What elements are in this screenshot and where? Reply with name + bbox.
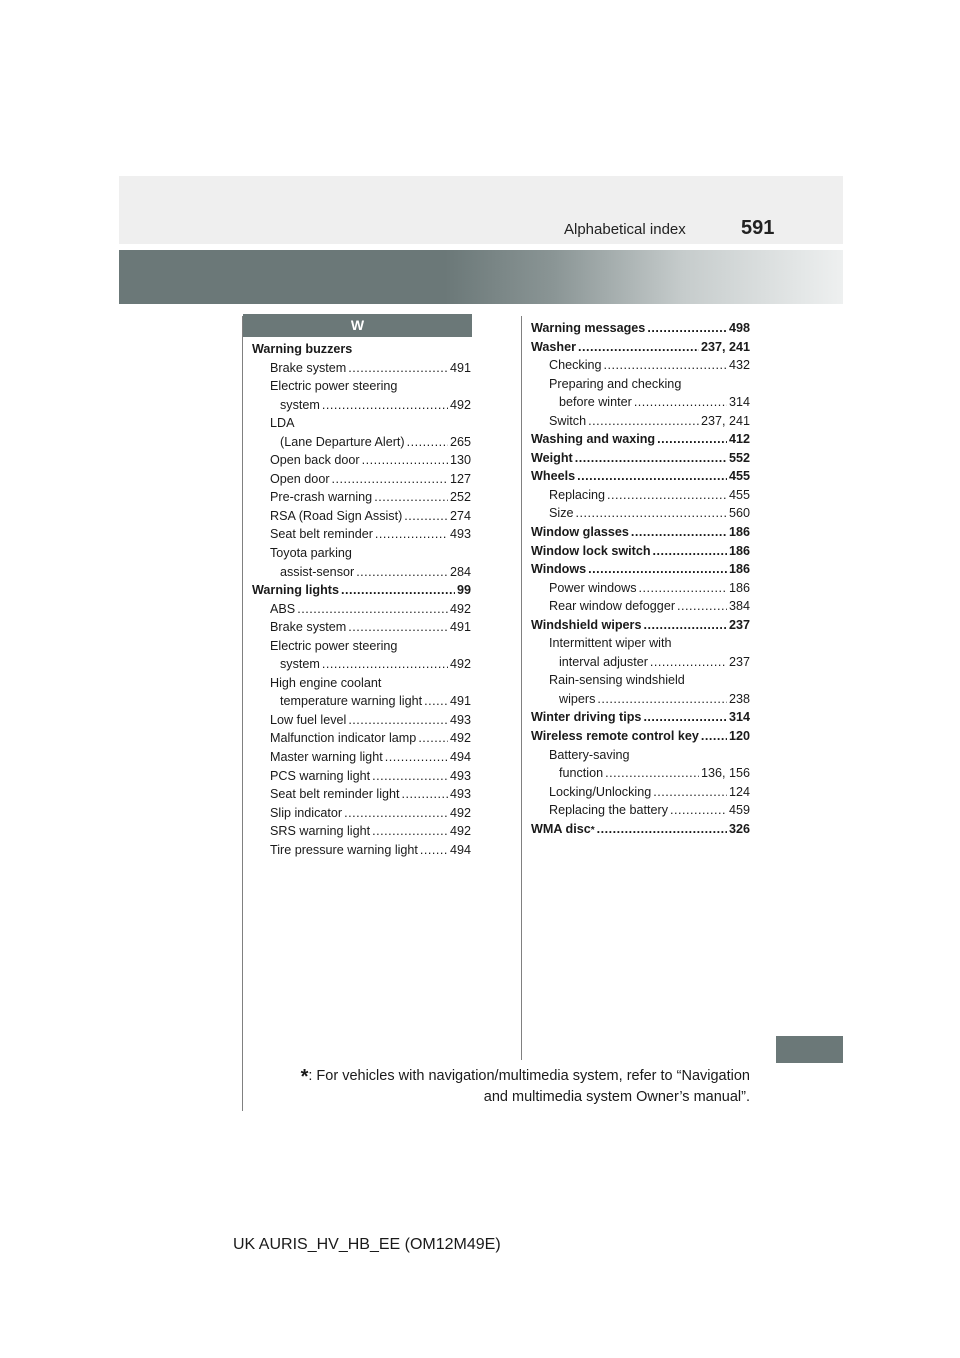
footnote-line-2: and multimedia system Owner’s manual”. [483,1089,750,1105]
index-entry-page: 494 [449,842,471,857]
index-entry-page: 492 [449,805,471,820]
index-entry-label: Open door [270,471,330,486]
index-entry [252,618,471,637]
index-entry-label: Washing and waxing [531,432,656,447]
index-entry-label: Slip indicator [270,805,343,820]
index-entry [531,783,750,802]
index-entry-page: 492 [449,657,471,672]
index-entry [252,451,471,470]
leader-dots [356,563,448,582]
leader-dots [404,507,448,526]
index-entry-label: Checking [549,358,602,373]
index-entry-label: ABS [270,601,296,616]
index-entry-label: wipers [559,691,596,706]
index-entry-page: 384 [728,599,750,614]
footnote-line-1: *: For vehicles with navigation/multimedia system, refer to “Navigation [300,1066,750,1088]
leader-dots [653,542,727,561]
index-entry [252,414,471,433]
index-entry-page: 491 [449,360,471,375]
index-entry-page: 493 [449,527,471,542]
index-entry-page: 237, 241 [700,413,750,428]
leader-dots [631,523,727,542]
index-entry-label: (Lane Departure Alert) [280,434,405,449]
section-letter-heading: W [243,314,472,337]
footnote [250,1066,750,1107]
index-entry [531,356,750,375]
leader-dots [348,711,448,730]
index-entry-label: Switch [549,413,587,428]
leader-dots [322,396,448,415]
leader-dots [322,655,448,674]
index-entry [252,841,471,860]
index-entry-label: Warning lights [252,583,339,598]
leader-dots [374,488,448,507]
index-entry-label: High engine coolant [270,675,382,690]
index-entry [531,634,750,653]
index-entry-page: 99 [456,583,471,598]
index-entry-label: Master warning light [270,750,383,765]
index-entry [252,674,471,693]
index-entry-page: 274 [449,508,471,523]
index-entry-page: 314 [728,710,750,725]
index-entry-page: 136, 156 [700,766,750,781]
footnote-marker: * [300,1066,309,1088]
index-entry [531,708,750,727]
index-entry-label: Rain-sensing windshield [549,673,685,688]
leader-dots [634,393,727,412]
index-entry-page: 237, 241 [700,339,750,354]
leader-dots [372,767,448,786]
index-entry-label: Open back door [270,453,360,468]
index-entry [252,488,471,507]
index-entry-label: Preparing and checking [549,376,682,391]
index-column-left [252,340,471,859]
index-entry-label: interval adjuster [559,654,648,669]
index-entry-label: Electric power steering [270,638,398,653]
index-entry-label: Wheels [531,469,576,484]
index-entry-page: 492 [449,397,471,412]
index-entry [531,430,750,449]
index-entry-label: Winter driving tips [531,710,642,725]
leader-dots [701,727,727,746]
leader-dots [588,560,727,579]
index-entry [531,671,750,690]
index-entry-label: Replacing the battery [549,803,669,818]
index-entry [252,692,471,711]
index-entry-label: Low fuel level [270,712,347,727]
leader-dots [332,470,448,489]
index-entry-page: 120 [728,729,750,744]
index-entry: WMA disc * ..... 326 [531,820,750,839]
index-entry-label: Toyota parking [270,546,352,561]
index-entry-page: 186 [728,543,750,558]
leader-dots [402,785,448,804]
index-entry-page: 432 [728,358,750,373]
leader-dots [657,430,727,449]
index-entry-page: 326 [728,821,750,836]
index-entry-label: Electric power steering [270,379,398,394]
index-entry [252,470,471,489]
leader-dots [577,467,727,486]
leader-dots [578,338,699,357]
leader-dots [650,653,727,672]
leader-dots [344,804,448,823]
leader-dots [407,433,448,452]
index-entry-label: before winter [559,395,632,410]
index-entry [531,449,750,468]
index-entry-label: assist-sensor [280,564,355,579]
leader-dots [605,764,699,783]
index-entry [252,544,471,563]
section-tab-marker [776,1036,843,1063]
index-entry-page: 284 [449,564,471,579]
index-entry [531,412,750,431]
index-entry-label: Seat belt reminder [270,527,373,542]
index-entry [252,359,471,378]
index-entry-page: 130 [449,453,471,468]
index-entry-label: SRS warning light [270,824,371,839]
index-entry-page: 186 [728,580,750,595]
index-entry [531,467,750,486]
leader-dots [588,412,699,431]
index-entry-label: Warning messages [531,321,646,335]
index-entry-label: Window lock switch [531,543,651,558]
index-entry-page: 314 [728,395,750,410]
index-entry [531,319,750,338]
leader-dots [607,486,727,505]
index-entry-page: 455 [728,487,750,502]
index-entry [252,600,471,619]
index-entry-label: function [559,766,604,781]
leader-dots [297,600,448,619]
index-entry-label: Windshield wipers [531,617,642,632]
index-entry [531,504,750,523]
leader-dots [597,820,727,839]
index-entry [252,729,471,748]
index-entry-page: 493 [449,787,471,802]
index-entry [531,616,750,635]
index-entry [531,523,750,542]
index-entry [252,581,471,600]
index-entry-label: PCS warning light [270,768,371,783]
index-entry-page: 252 [449,490,471,505]
index-entry-page: 492 [449,731,471,746]
leader-dots [348,359,448,378]
index-entry-page: 552 [728,450,750,465]
index-entry-label: LDA [270,416,295,431]
index-entry-label: Weight [531,450,573,465]
index-entry [252,785,471,804]
index-entry-label: Warning buzzers [252,342,353,356]
index-entry-page: 494 [449,750,471,765]
leader-dots [677,597,727,616]
leader-dots [575,449,727,468]
index-entry [252,748,471,767]
index-entry [252,655,471,674]
index-column-right [531,319,750,838]
index-entry-label: Size [549,506,574,521]
index-entry [252,340,471,359]
index-entry [252,377,471,396]
index-entry-label: Battery-saving [549,747,630,762]
index-entry-page: 186 [728,562,750,577]
index-entry [252,822,471,841]
index-entry-page: 124 [728,784,750,799]
header-band [119,176,843,244]
column-divider [521,316,522,1060]
index-entry [531,597,750,616]
index-entry-page: 560 [728,506,750,521]
index-entry-label: temperature warning light [280,694,423,709]
leader-dots [576,504,727,523]
index-entry [252,767,471,786]
index-entry [252,525,471,544]
leader-dots [362,451,448,470]
index-entry-page: 237 [728,654,750,669]
index-entry [252,804,471,823]
page-number: 591 [741,217,775,239]
index-entry-label: Windows [531,562,587,577]
leader-dots [604,356,727,375]
index-entry-page: 491 [449,620,471,635]
index-entry-page: 493 [449,712,471,727]
leader-dots [372,822,448,841]
index-entry-label: Replacing [549,487,606,502]
index-entry [531,746,750,765]
index-entry [252,711,471,730]
index-entry-page: 491 [449,694,471,709]
index-entry [531,764,750,783]
footer-model-code: UK AURIS_HV_HB_EE (OM12M49E) [233,1236,501,1253]
leader-dots [341,581,455,600]
index-entry-label: Pre-crash warning [270,490,373,505]
index-entry [252,396,471,415]
index-entry-label: WMA disc [531,821,591,836]
leader-dots [385,748,448,767]
index-entry-label: Seat belt reminder light [270,787,400,802]
left-margin-rule [242,316,243,1111]
index-entry [531,542,750,561]
index-entry [531,690,750,709]
index-entry-page: 238 [728,691,750,706]
index-entry-label: system [280,657,320,672]
index-entry [252,563,471,582]
index-entry-label: Locking/Unlocking [549,784,652,799]
leader-dots [639,579,727,598]
index-entry-label: RSA (Road Sign Assist) [270,508,403,523]
leader-dots [375,525,448,544]
leader-dots [643,616,727,635]
index-entry-page: 455 [728,469,750,484]
index-entry-page: 186 [728,525,750,540]
decorative-gradient-band [119,250,843,304]
leader-dots [643,708,727,727]
index-entry-label: Wireless remote control key [531,729,699,744]
leader-dots [424,692,448,711]
index-entry-label: Malfunction indicator lamp [270,731,417,746]
index-entry-label: Power windows [549,580,637,595]
leader-dots [420,841,448,860]
index-entry-label: Tire pressure warning light [270,842,418,857]
leader-dots [647,319,727,338]
index-entry [531,727,750,746]
index-entry [531,338,750,357]
index-entry-page: 412 [728,432,750,447]
index-entry-page: 265 [449,434,471,449]
header-title: Alphabetical index [564,221,686,238]
leader-dots [348,618,448,637]
index-entry-label: Intermittent wiper with [549,636,672,651]
leader-dots [670,801,727,820]
leader-dots [597,690,727,709]
index-entry [531,375,750,394]
index-entry-page: 492 [449,601,471,616]
index-entry [531,653,750,672]
index-entry-label: system [280,397,320,412]
leader-dots [418,729,448,748]
index-entry-page: 492 [449,824,471,839]
index-entry-page: 459 [728,803,750,818]
leader-dots [653,783,727,802]
index-entry [531,393,750,412]
index-entry-page: 498 [728,321,750,335]
index-entry [252,433,471,452]
index-entry [531,801,750,820]
index-entry-page: 127 [449,471,471,486]
index-entry-label: Rear window defogger [549,599,676,614]
index-entry-label: Brake system [270,360,347,375]
index-entry [531,579,750,598]
index-entry-page: 493 [449,768,471,783]
index-entry-label: Brake system [270,620,347,635]
index-entry [252,637,471,656]
index-entry [531,486,750,505]
index-entry-page: 237 [728,617,750,632]
index-entry-label: Washer [531,339,577,354]
index-entry-label: Window glasses [531,525,629,540]
index-entry [531,560,750,579]
index-entry [252,507,471,526]
